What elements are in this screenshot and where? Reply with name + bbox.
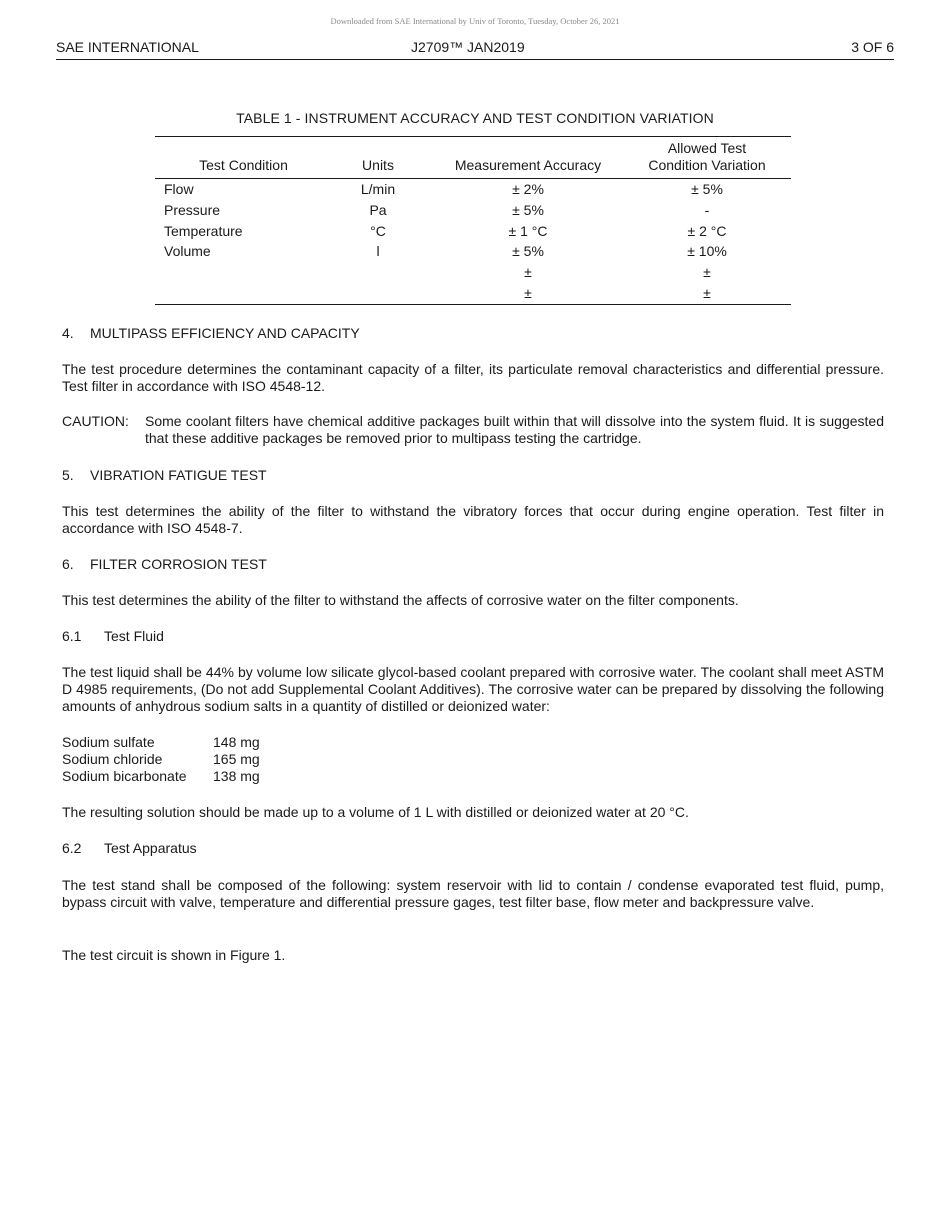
salt-name: Sodium sulfate (62, 734, 155, 750)
salt-amount: 148 mg (213, 734, 260, 750)
cell-units: °C (370, 222, 386, 239)
cell-units: l (376, 243, 380, 260)
cell-units: L/min (360, 181, 396, 197)
section-number: 6. (62, 556, 74, 572)
cell-condition: Flow (164, 181, 194, 197)
section-title: MULTIPASS EFFICIENCY AND CAPACITY (90, 325, 360, 341)
cell-accuracy: ± 5% (512, 243, 544, 260)
caution-text: Some coolant filters have chemical additive packages built within that will dissolve into the system fluid. It is suggested that these additive packages be removed prior to multipass testing the cartridge. (145, 413, 884, 446)
table-caption: TABLE 1 - INSTRUMENT ACCURACY AND TEST CONDITION VARIATION (236, 110, 714, 126)
instrument-accuracy-table (155, 136, 791, 305)
section-number: 6.1 (62, 628, 82, 644)
section-title: Test Fluid (104, 628, 164, 644)
cell-condition (155, 262, 323, 283)
cell-accuracy: ± (433, 283, 623, 304)
list-item (62, 751, 884, 768)
section-5-paragraph: This test determines the ability of the filter to withstand the vibratory forces that occur during engine operation. Test filter in accordance with ISO 4548-7. (62, 503, 884, 536)
section-6-2-paragraph: The test stand shall be composed of the following: system reservoir with lid to contain / condense evaporated test fluid, pump, bypass circuit with valve, temperature and differential pressure gages, test filter base, flow meter and backpressure valve. (62, 877, 884, 910)
section-4-paragraph: The test procedure determines the contaminant capacity of a filter, its particulate removal characteristics and differential pressure. Test filter in accordance with ISO 4548-12. (62, 361, 884, 394)
download-watermark: Downloaded from SAE International by Univ of Toronto, Tuesday, October 26, 2021 (330, 16, 620, 26)
cell-variation: ± 5% (691, 181, 723, 197)
salt-name: Sodium chloride (62, 751, 163, 767)
cell-condition: Pressure (164, 201, 221, 218)
cell-accuracy: ± (524, 264, 532, 281)
column-header-variation-line1: Allowed Test (667, 140, 747, 156)
column-header-accuracy: Measurement Accuracy (433, 137, 623, 179)
cell-units: Pa (369, 201, 387, 218)
cell-accuracy: ± 5% (512, 201, 544, 218)
table-row (155, 200, 791, 221)
section-number: 5. (62, 467, 74, 483)
list-item (62, 734, 884, 751)
header-organization: SAE INTERNATIONAL (56, 39, 199, 55)
salt-amount: 165 mg (213, 751, 260, 767)
section-number: 4. (62, 325, 74, 341)
cell-variation: ± 2 °C (687, 222, 727, 239)
section-6-heading (62, 556, 884, 573)
section-6-paragraph: This test determines the ability of the filter to withstand the affects of corrosive water on the filter components. (62, 592, 739, 608)
cell-accuracy: ± 1 °C (508, 222, 548, 239)
table-row (155, 262, 791, 283)
section-6-1-heading (62, 628, 884, 645)
cell-units (323, 283, 433, 304)
cell-variation: ± (703, 264, 711, 281)
caution-label: CAUTION: (62, 413, 129, 429)
table-row (155, 179, 791, 200)
cell-condition: Volume (164, 243, 211, 260)
salt-list (62, 734, 884, 785)
section-6-1-paragraph-2: The resulting solution should be made up to a volume of 1 L with distilled or deionized water at 20 °C. (62, 804, 689, 820)
section-4-heading (62, 325, 884, 342)
cell-condition: Temperature (164, 222, 243, 239)
header-document-id: J2709™ JAN2019 (411, 39, 525, 55)
cell-variation: - (704, 201, 710, 218)
column-header-units: Units (323, 137, 433, 179)
section-6-2-paragraph-2: The test circuit is shown in Figure 1. (62, 947, 286, 963)
section-title: VIBRATION FATIGUE TEST (90, 467, 267, 483)
table-row (155, 221, 791, 242)
salt-amount: 138 mg (213, 768, 260, 784)
column-header-variation (623, 137, 791, 179)
table-row (155, 241, 791, 262)
table-header-row (155, 137, 791, 179)
cell-variation: ± 10% (687, 243, 727, 260)
cell-variation: ± (623, 283, 791, 304)
section-5-heading (62, 467, 884, 484)
column-header-variation-line2: Condition Variation (648, 157, 766, 173)
section-6-2-heading (62, 840, 884, 857)
caution-note (62, 413, 884, 447)
cell-accuracy: ± 2% (512, 181, 544, 197)
salt-name: Sodium bicarbonate (62, 768, 187, 784)
cell-units (323, 262, 433, 283)
cell-condition (155, 283, 323, 304)
header-page-number: 3 OF 6 (851, 39, 894, 55)
section-6-1-paragraph: The test liquid shall be 44% by volume low silicate glycol-based coolant prepared with corrosive water. The coolant shall meet ASTM D 4985 requirements, (Do not add Supplemental Coolant Additives). The corrosive water can be prepared by dissolving the following amounts of anhydrous sodium salts in a quantity of distilled or deionized water: (62, 664, 884, 714)
column-header-condition: Test Condition (155, 137, 323, 179)
section-number: 6.2 (62, 840, 82, 856)
page-header (56, 39, 894, 60)
list-item (62, 768, 884, 785)
section-title: Test Apparatus (104, 840, 197, 856)
section-title: FILTER CORROSION TEST (90, 556, 267, 572)
table-row (155, 283, 791, 304)
